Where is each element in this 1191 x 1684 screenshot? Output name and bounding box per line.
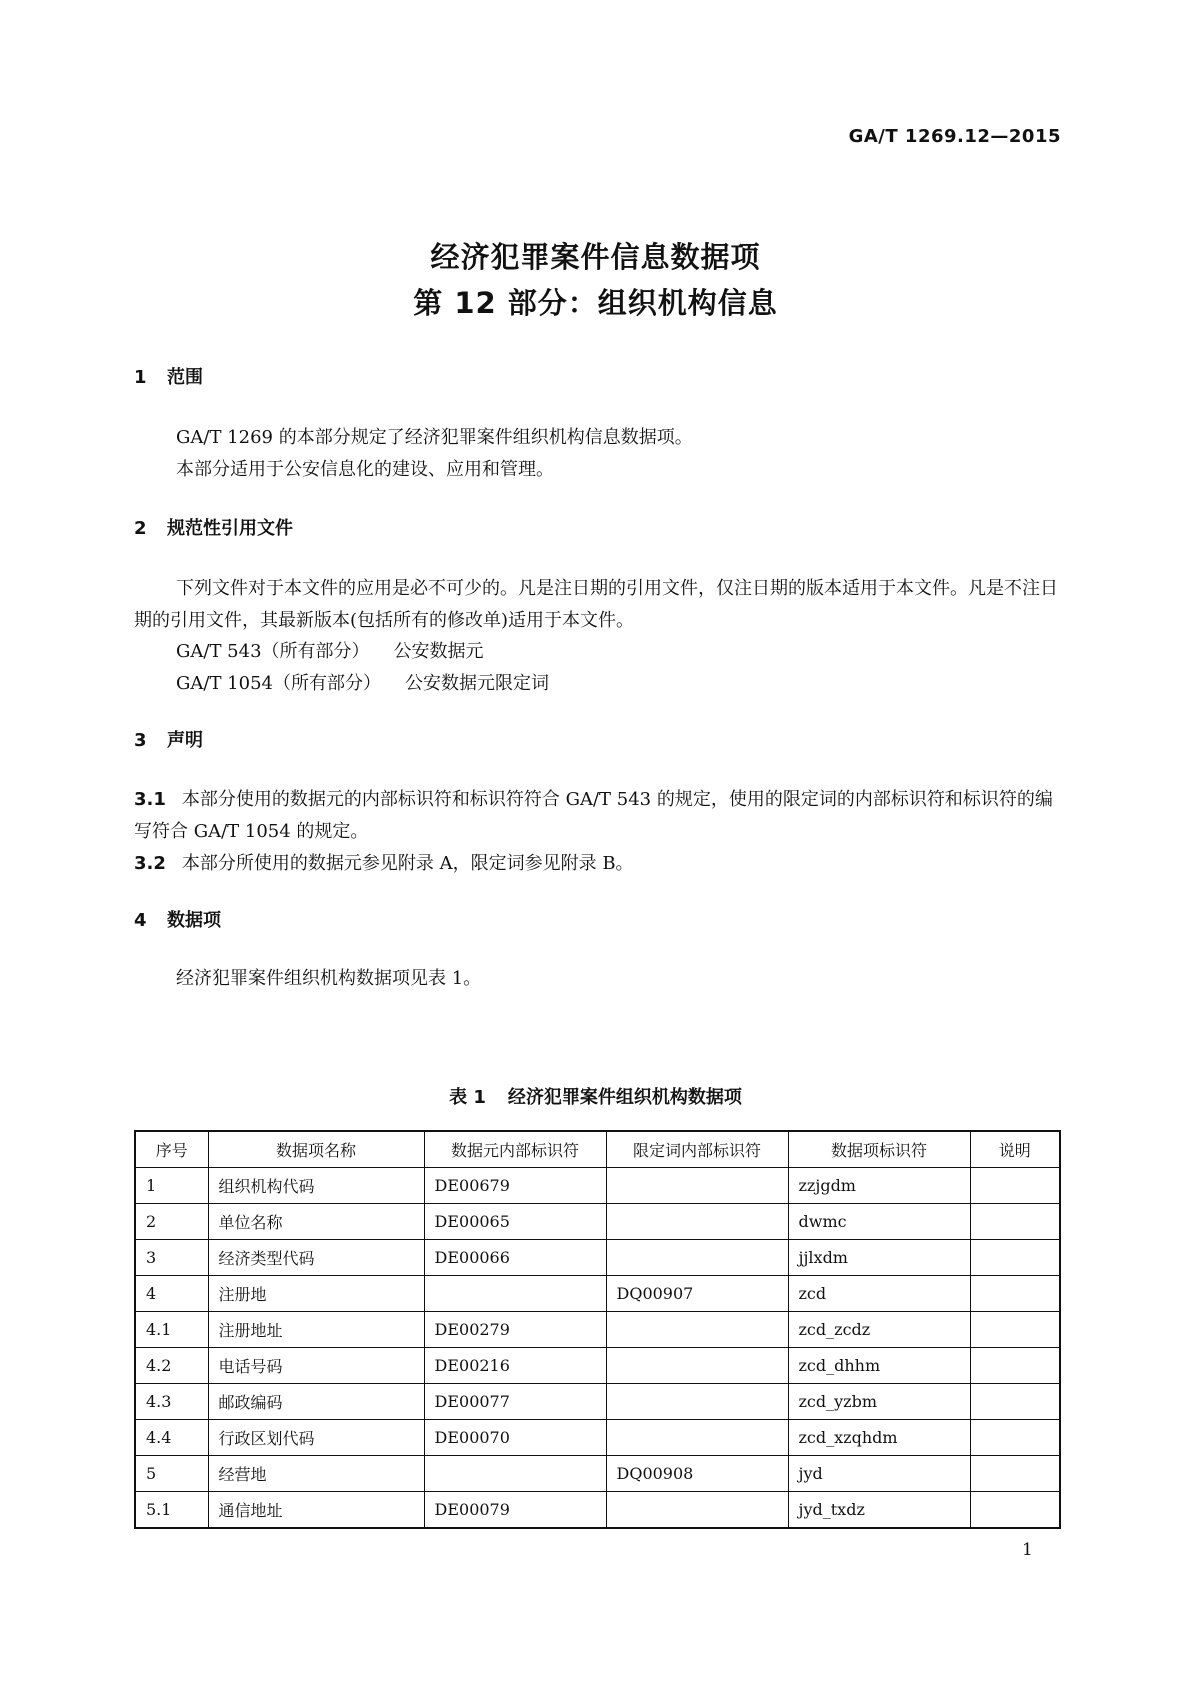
- document-title: 经济犯罪案件信息数据项: [430, 240, 761, 274]
- cell-note: [970, 1276, 1060, 1312]
- table-row: [135, 1420, 1060, 1456]
- header-qualifier-id: 限定词内部标识符: [606, 1131, 788, 1168]
- cell-qualifier-id: [606, 1348, 788, 1384]
- header-element-id: 数据元内部标识符: [424, 1131, 606, 1168]
- section-4-heading: [134, 906, 221, 932]
- document-subtitle: 第 12 部分：组织机构信息: [413, 286, 778, 320]
- cell-item-id: zcd_yzbm: [788, 1384, 970, 1420]
- table-caption-label: 表 1: [449, 1087, 486, 1108]
- cell-qualifier-id: DQ00907: [606, 1276, 788, 1312]
- cell-item-name: 注册地址: [208, 1312, 424, 1348]
- section-title: 声明: [167, 730, 203, 751]
- cell-serial: 4.2: [135, 1348, 208, 1384]
- cell-item-name: 电话号码: [208, 1348, 424, 1384]
- cell-element-id: DE00216: [424, 1348, 606, 1384]
- cell-serial: 5.1: [135, 1492, 208, 1529]
- table-row: [135, 1348, 1060, 1384]
- section-1-paragraph-2: 本部分适用于公安信息化的建设、应用和管理。: [176, 459, 554, 480]
- cell-qualifier-id: [606, 1312, 788, 1348]
- section-number: 2: [134, 518, 147, 539]
- cell-qualifier-id: [606, 1168, 788, 1204]
- cell-qualifier-id: DQ00908: [606, 1456, 788, 1492]
- cell-qualifier-id: [606, 1240, 788, 1276]
- section-1-paragraph-1: GA/T 1269 的本部分规定了经济犯罪案件组织机构信息数据项。: [176, 427, 693, 448]
- cell-note: [970, 1204, 1060, 1240]
- table-row: [135, 1276, 1060, 1312]
- reference-code: GA/T 543（所有部分）: [176, 641, 370, 662]
- header-item-name: 数据项名称: [208, 1131, 424, 1168]
- table-row: [135, 1456, 1060, 1492]
- header-note: 说明: [970, 1131, 1060, 1168]
- header-item-id: 数据项标识符: [788, 1131, 970, 1168]
- section-title: 数据项: [167, 910, 221, 931]
- cell-serial: 4: [135, 1276, 208, 1312]
- cell-item-id: zcd_zcdz: [788, 1312, 970, 1348]
- table-row: [135, 1312, 1060, 1348]
- page-number: 1: [1022, 1540, 1033, 1560]
- section-title: 范围: [167, 367, 203, 388]
- cell-element-id: DE00066: [424, 1240, 606, 1276]
- section-number: 3: [134, 730, 147, 751]
- cell-item-id: zzjgdm: [788, 1168, 970, 1204]
- reference-1: [176, 637, 484, 663]
- clause-3-2: [134, 848, 1059, 880]
- cell-note: [970, 1348, 1060, 1384]
- table-caption-title: 经济犯罪案件组织机构数据项: [507, 1087, 742, 1108]
- cell-element-id: DE00279: [424, 1312, 606, 1348]
- cell-item-name: 经营地: [208, 1456, 424, 1492]
- section-4-paragraph: 经济犯罪案件组织机构数据项见表 1。: [176, 968, 482, 989]
- reference-2: [176, 669, 549, 695]
- cell-qualifier-id: [606, 1384, 788, 1420]
- reference-code: GA/T 1054（所有部分）: [176, 673, 381, 694]
- cell-serial: 4.1: [135, 1312, 208, 1348]
- cell-item-id: jyd: [788, 1456, 970, 1492]
- header-serial: 序号: [135, 1131, 208, 1168]
- cell-note: [970, 1384, 1060, 1420]
- cell-item-id: zcd_xzqhdm: [788, 1420, 970, 1456]
- section-2-intro: 下列文件对于本文件的应用是必不可少的。凡是注日期的引用文件，仅注日期的版本适用于本文件。凡是不注日期的引用文件，其最新版本(包括所有的修改单)适用于本文件。: [134, 578, 1058, 631]
- clause-text: 本部分所使用的数据元参见附录 A，限定词参见附录 B。: [181, 853, 634, 874]
- cell-serial: 1: [135, 1168, 208, 1204]
- table-header-row: [135, 1131, 1060, 1168]
- table-row: [135, 1492, 1060, 1529]
- cell-item-name: 单位名称: [208, 1204, 424, 1240]
- table-row: [135, 1168, 1060, 1204]
- cell-serial: 2: [135, 1204, 208, 1240]
- cell-item-name: 邮政编码: [208, 1384, 424, 1420]
- cell-element-id: DE00077: [424, 1384, 606, 1420]
- clause-number: 3.2: [134, 853, 166, 874]
- reference-title: 公安数据元: [393, 641, 484, 662]
- cell-note: [970, 1168, 1060, 1204]
- cell-serial: 4.4: [135, 1420, 208, 1456]
- cell-element-id: DE00065: [424, 1204, 606, 1240]
- section-number: 4: [134, 910, 147, 931]
- section-1-heading: [134, 363, 203, 389]
- cell-serial: 5: [135, 1456, 208, 1492]
- section-3-heading: [134, 726, 203, 752]
- cell-serial: 3: [135, 1240, 208, 1276]
- cell-element-id: DE00079: [424, 1492, 606, 1529]
- cell-item-name: 注册地: [208, 1276, 424, 1312]
- table-row: [135, 1384, 1060, 1420]
- cell-item-name: 行政区划代码: [208, 1420, 424, 1456]
- data-items-table: [134, 1130, 1061, 1529]
- cell-qualifier-id: [606, 1492, 788, 1529]
- cell-note: [970, 1240, 1060, 1276]
- cell-note: [970, 1492, 1060, 1529]
- cell-item-id: jyd_txdz: [788, 1492, 970, 1529]
- cell-qualifier-id: [606, 1420, 788, 1456]
- section-title: 规范性引用文件: [167, 518, 293, 539]
- cell-note: [970, 1312, 1060, 1348]
- cell-element-id: [424, 1276, 606, 1312]
- standard-code: GA/T 1269.12—2015: [848, 126, 1061, 147]
- clause-number: 3.1: [134, 789, 166, 810]
- cell-item-id: jjlxdm: [788, 1240, 970, 1276]
- cell-item-id: zcd: [788, 1276, 970, 1312]
- cell-element-id: DE00070: [424, 1420, 606, 1456]
- clause-3-1: [134, 784, 1059, 848]
- cell-note: [970, 1420, 1060, 1456]
- clause-text: 本部分使用的数据元的内部标识符和标识符符合 GA/T 543 的规定，使用的限定词的内部标识符和标识符的编写符合 GA/T 1054 的规定。: [134, 789, 1053, 842]
- cell-element-id: DE00679: [424, 1168, 606, 1204]
- reference-title: 公安数据元限定词: [404, 673, 549, 694]
- cell-item-id: dwmc: [788, 1204, 970, 1240]
- table-row: [135, 1204, 1060, 1240]
- cell-item-name: 经济类型代码: [208, 1240, 424, 1276]
- section-number: 1: [134, 367, 147, 388]
- table-row: [135, 1240, 1060, 1276]
- cell-note: [970, 1456, 1060, 1492]
- cell-serial: 4.3: [135, 1384, 208, 1420]
- cell-item-name: 通信地址: [208, 1492, 424, 1529]
- cell-item-name: 组织机构代码: [208, 1168, 424, 1204]
- cell-element-id: [424, 1456, 606, 1492]
- cell-item-id: zcd_dhhm: [788, 1348, 970, 1384]
- table-caption: [0, 1083, 1191, 1109]
- section-2-heading: [134, 514, 293, 540]
- cell-qualifier-id: [606, 1204, 788, 1240]
